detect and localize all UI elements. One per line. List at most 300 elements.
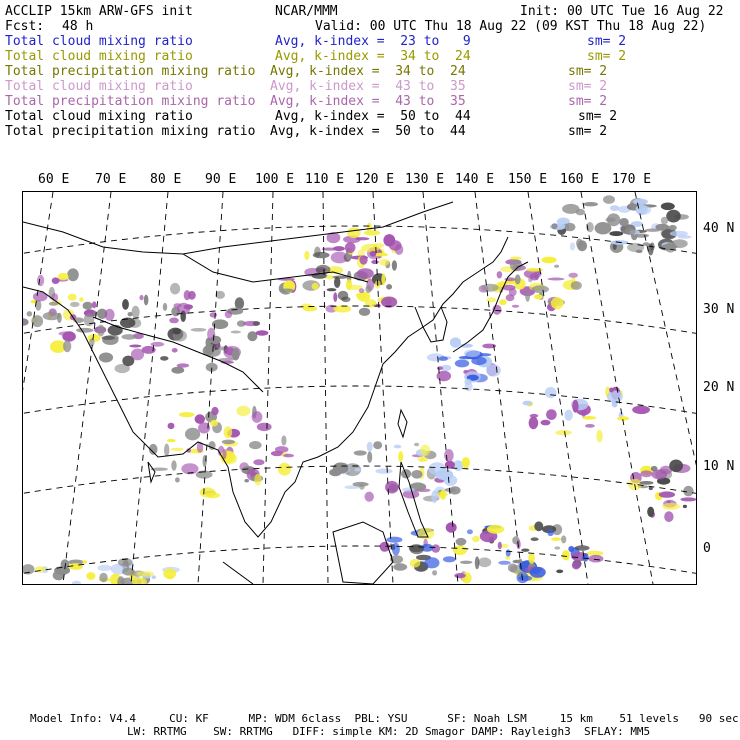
field-blob — [108, 325, 123, 336]
field-blob — [386, 284, 392, 290]
field-blob — [171, 460, 176, 470]
field-blob — [515, 274, 521, 284]
forecast-hour: 48 h — [62, 19, 94, 34]
field-blob — [27, 311, 33, 316]
field-blob — [210, 420, 218, 427]
field-blob — [645, 229, 661, 232]
longitude-label: 150 E — [508, 172, 548, 187]
field-blob — [338, 291, 349, 301]
field-blob — [97, 565, 112, 571]
field-blob — [191, 328, 207, 332]
field-blob — [576, 209, 585, 215]
field-blob — [499, 299, 507, 305]
field-blob — [170, 283, 180, 295]
field-blob — [570, 242, 575, 250]
field-blob — [418, 456, 426, 462]
field-blob — [444, 475, 458, 486]
field-blob — [253, 459, 264, 465]
field-blob — [129, 345, 141, 348]
field-blob — [636, 205, 648, 216]
field-blob — [418, 528, 435, 540]
field-blob — [386, 537, 402, 543]
field-blob — [86, 572, 95, 580]
coast-sri-lanka — [148, 462, 155, 482]
field-blob — [609, 388, 614, 393]
field-blob — [460, 561, 472, 564]
longitude-label: 100 E — [255, 172, 295, 187]
field-avg-range: Avg, k-index = 34 to 24 — [275, 49, 471, 64]
field-blob — [438, 356, 448, 361]
field-blob — [572, 400, 578, 413]
field-blob — [164, 444, 169, 457]
field-blob — [498, 561, 510, 565]
field-blob — [664, 511, 673, 522]
coast-taiwan — [398, 410, 407, 437]
field-smoothing: sm= 2 — [568, 124, 608, 139]
longitude-label: 110 E — [305, 172, 345, 187]
field-blob — [531, 537, 539, 541]
field-blob — [525, 291, 530, 302]
field-blob — [137, 571, 155, 577]
longitude-line — [63, 192, 111, 584]
field-blob — [662, 503, 680, 510]
field-blob — [244, 479, 249, 482]
field-blob — [232, 348, 240, 360]
field-blob — [151, 342, 165, 347]
field-blob — [370, 251, 377, 257]
field-blob — [640, 481, 654, 485]
field-blob — [467, 529, 473, 534]
field-blob — [353, 482, 369, 487]
field-blob — [564, 410, 572, 421]
field-blob — [486, 297, 496, 302]
field-blob — [171, 448, 184, 451]
field-blob — [437, 366, 443, 370]
field-blob — [278, 463, 291, 476]
field-blob — [647, 507, 654, 517]
field-name: Total precipitation mixing ratio — [5, 64, 256, 79]
field-blob — [486, 364, 501, 376]
field-blob — [171, 367, 184, 374]
field-blob — [508, 563, 518, 572]
longitude-label: 120 E — [355, 172, 395, 187]
field-blob — [610, 205, 619, 211]
field-blob — [169, 318, 179, 324]
field-blob — [392, 260, 397, 270]
field-blob — [596, 430, 602, 443]
field-blob — [333, 292, 337, 302]
field-blob — [394, 445, 402, 449]
field-blob — [131, 349, 144, 361]
field-blob — [334, 277, 340, 288]
field-blob — [464, 350, 480, 358]
field-blob — [545, 387, 557, 398]
field-blob — [365, 285, 371, 293]
map-panel — [22, 191, 697, 585]
field-blob — [57, 313, 62, 323]
field-blob — [257, 423, 272, 431]
field-blob — [648, 244, 654, 256]
field-blob — [70, 302, 80, 307]
field-avg-range: Avg, k-index = 43 to 35 — [270, 94, 466, 109]
field-blob — [97, 325, 104, 337]
field-blob — [414, 443, 419, 447]
field-avg-range: Avg, k-index = 43 to 35 — [270, 79, 466, 94]
field-blob — [640, 470, 652, 477]
field-blob — [548, 278, 565, 281]
field-blob — [37, 275, 44, 286]
field-blob — [429, 462, 446, 475]
field-blob — [63, 340, 71, 352]
field-blob — [572, 561, 581, 569]
field-blob — [99, 353, 113, 363]
field-blob — [102, 336, 115, 340]
field-blob — [551, 297, 564, 309]
field-blob — [360, 255, 368, 264]
field-avg-range: Avg, k-index = 50 to 44 — [275, 109, 471, 124]
field-blob — [411, 470, 422, 479]
field-blob — [32, 315, 44, 327]
field-blob — [283, 454, 294, 458]
field-blob — [76, 328, 93, 333]
field-blob — [301, 304, 312, 308]
field-blob — [530, 567, 546, 578]
field-smoothing: sm= 2 — [587, 49, 627, 64]
field-name: Total cloud mixing ratio — [5, 79, 193, 94]
field-blob — [402, 488, 415, 492]
field-blob — [634, 234, 649, 238]
field-blob — [367, 442, 373, 452]
field-blob — [58, 273, 69, 280]
field-blob — [105, 309, 115, 321]
field-smoothing: sm= 2 — [568, 94, 608, 109]
field-blob — [83, 302, 93, 310]
field-blob — [607, 213, 620, 226]
field-blob — [450, 337, 461, 347]
field-blob — [185, 428, 200, 441]
field-blob — [222, 440, 235, 445]
field-blob — [249, 441, 262, 449]
field-blob — [357, 268, 374, 279]
field-blob — [345, 242, 356, 253]
field-blob — [666, 210, 681, 223]
field-blob — [633, 199, 648, 205]
field-name: Total precipitation mixing ratio — [5, 94, 256, 109]
field-blob — [254, 474, 261, 486]
model-info-line1: Model Info: V4.4 CU: KF MP: WDM 6class PBL: YSU SF: Noah LSM 15 km 51 levels 90 sec — [30, 712, 739, 725]
field-blob — [347, 227, 361, 238]
field-blob — [446, 522, 457, 532]
field-blob — [440, 490, 446, 500]
field-blob — [444, 449, 454, 462]
field-blob — [211, 407, 218, 415]
field-blob — [454, 573, 465, 578]
field-blob — [464, 379, 472, 385]
field-blob — [555, 430, 572, 435]
forecast-label: Fcst: — [5, 19, 45, 34]
field-blob — [523, 401, 533, 406]
field-blob — [281, 435, 286, 445]
field-blob — [333, 463, 349, 474]
field-blob — [326, 275, 334, 280]
field-blob — [582, 416, 596, 420]
coast-borneo — [333, 522, 393, 584]
field-blob — [432, 570, 437, 575]
field-blob — [354, 450, 367, 455]
field-blob — [231, 331, 241, 334]
field-blob — [82, 560, 87, 563]
field-blob — [359, 288, 365, 293]
field-blob — [52, 277, 60, 284]
field-blob — [424, 557, 439, 568]
field-blob — [683, 486, 693, 497]
latitude-line — [23, 386, 696, 415]
field-blob — [627, 243, 644, 252]
field-blob — [554, 546, 560, 549]
field-blob — [364, 230, 380, 235]
field-blob — [195, 414, 205, 424]
field-blob — [383, 234, 395, 246]
field-blob — [253, 321, 260, 326]
field-blob — [163, 569, 176, 579]
field-blob — [561, 535, 566, 543]
field-blob — [275, 446, 289, 453]
field-smoothing: sm= 2 — [568, 64, 608, 79]
field-blob — [481, 284, 498, 292]
field-blob — [93, 311, 97, 317]
field-blob — [395, 244, 403, 255]
field-blob — [122, 299, 129, 310]
center-label: NCAR/MMM — [275, 4, 338, 19]
field-blob — [398, 451, 403, 462]
field-blob — [160, 356, 168, 361]
field-blob — [547, 529, 553, 536]
field-blob — [683, 505, 687, 508]
valid-time: Valid: 00 UTC Thu 18 Aug 22 (09 KST Thu 18 Aug 22) — [315, 19, 707, 34]
coast-sumatra — [223, 562, 253, 584]
field-smoothing: sm= 2 — [587, 34, 627, 49]
field-blob — [392, 543, 400, 556]
field-blob — [373, 441, 382, 449]
field-blob — [510, 257, 522, 260]
field-blob — [313, 252, 330, 258]
field-blob — [365, 492, 374, 502]
field-blob — [551, 223, 557, 229]
field-blob — [472, 536, 480, 542]
longitude-label: 160 E — [560, 172, 600, 187]
field-blob — [144, 295, 149, 306]
field-blob — [554, 265, 559, 268]
longitude-label: 70 E — [95, 172, 127, 187]
field-blob — [72, 581, 81, 584]
field-blob — [99, 573, 107, 583]
field-blob — [534, 294, 543, 299]
field-blob — [236, 406, 250, 416]
field-blob — [575, 545, 590, 550]
field-blob — [588, 555, 603, 563]
field-blob — [393, 563, 407, 570]
field-blob — [122, 334, 137, 340]
field-blob — [562, 550, 570, 560]
field-avg-range: Avg, k-index = 34 to 24 — [270, 64, 466, 79]
field-blob — [312, 283, 319, 290]
field-blob — [200, 487, 216, 497]
field-blob — [355, 237, 369, 240]
field-blob — [23, 319, 28, 326]
field-shading — [23, 195, 696, 584]
field-blob — [359, 308, 370, 316]
field-blob — [327, 288, 337, 291]
field-blob — [498, 542, 502, 549]
field-avg-range: Avg, k-index = 50 to 44 — [270, 124, 466, 139]
field-blob — [619, 218, 629, 226]
field-blob — [84, 313, 95, 326]
field-blob — [672, 239, 688, 248]
field-blob — [163, 303, 167, 311]
field-blob — [443, 556, 456, 562]
model-title: ACCLIP 15km ARW-GFS init — [5, 4, 193, 19]
field-blob — [379, 259, 389, 266]
field-blob — [167, 439, 176, 442]
field-blob — [455, 359, 469, 367]
latitude-label: 0 — [703, 541, 711, 556]
model-info-line2: LW: RRTMG SW: RRTMG DIFF: simple KM: 2D Smagor DAMP: Rayleigh3 SFLAY: MM5 — [127, 725, 651, 738]
field-blob — [445, 488, 457, 492]
field-blob — [68, 294, 77, 301]
field-blob — [462, 457, 470, 468]
field-blob — [252, 411, 263, 423]
field-blob — [529, 417, 539, 430]
longitude-label: 130 E — [405, 172, 445, 187]
field-avg-range: Avg, k-index = 23 to 9 — [275, 34, 471, 49]
field-blob — [132, 306, 140, 318]
field-smoothing: sm= 2 — [568, 79, 608, 94]
field-name: Total cloud mixing ratio — [5, 49, 193, 64]
field-blob — [534, 521, 543, 531]
field-blob — [678, 235, 691, 238]
field-blob — [506, 294, 515, 301]
field-blob — [532, 285, 549, 293]
field-blob — [59, 331, 74, 335]
field-blob — [669, 225, 677, 231]
field-blob — [478, 557, 491, 567]
field-blob — [331, 252, 348, 264]
field-blob — [179, 412, 194, 417]
latitude-label: 30 N — [703, 302, 735, 317]
field-blob — [381, 273, 385, 285]
field-blob — [506, 549, 511, 556]
field-blob — [565, 223, 576, 231]
field-blob — [568, 273, 578, 278]
field-blob — [224, 426, 233, 438]
field-blob — [67, 268, 79, 281]
field-smoothing: sm= 2 — [578, 109, 618, 124]
field-blob — [431, 490, 437, 503]
longitude-label: 140 E — [455, 172, 495, 187]
field-blob — [177, 363, 190, 367]
field-blob — [225, 311, 232, 319]
field-blob — [625, 228, 636, 236]
field-name: Total cloud mixing ratio — [5, 109, 193, 124]
field-blob — [420, 445, 430, 456]
field-blob — [79, 297, 83, 302]
init-time: Init: 00 UTC Tue 16 Aug 22 — [520, 4, 724, 19]
field-blob — [546, 409, 557, 420]
field-blob — [355, 468, 361, 472]
field-blob — [371, 260, 379, 264]
field-blob — [139, 295, 143, 300]
field-blob — [521, 549, 529, 552]
field-blob — [541, 420, 551, 426]
field-blob — [568, 546, 574, 552]
latitude-label: 40 N — [703, 221, 735, 236]
field-blob — [583, 202, 598, 206]
field-blob — [652, 470, 668, 480]
longitude-label: 90 E — [205, 172, 237, 187]
field-blob — [603, 195, 615, 204]
longitude-line — [635, 192, 696, 584]
latitude-label: 20 N — [703, 380, 735, 395]
field-blob — [487, 525, 504, 534]
field-blob — [172, 348, 178, 353]
latitude-label: 10 N — [703, 459, 735, 474]
coast-korea — [415, 307, 447, 342]
field-blob — [356, 293, 367, 299]
field-name: Total cloud mixing ratio — [5, 34, 193, 49]
field-blob — [184, 290, 191, 300]
field-blob — [304, 251, 309, 260]
field-blob — [661, 203, 675, 211]
field-blob — [173, 303, 181, 307]
field-blob — [475, 556, 480, 569]
field-blob — [385, 481, 399, 494]
field-blob — [497, 271, 503, 278]
longitude-label: 80 E — [150, 172, 182, 187]
field-name: Total precipitation mixing ratio — [5, 124, 256, 139]
field-blob — [173, 328, 181, 334]
field-blob — [661, 217, 668, 225]
field-blob — [669, 460, 683, 473]
field-blob — [168, 423, 175, 429]
field-blob — [576, 239, 583, 249]
field-blob — [551, 537, 561, 541]
map-canvas — [23, 192, 696, 584]
field-blob — [680, 497, 696, 501]
field-blob — [210, 312, 217, 317]
field-blob — [512, 305, 519, 308]
field-blob — [585, 424, 595, 428]
longitude-label: 170 E — [612, 172, 652, 187]
longitude-line — [323, 192, 328, 584]
field-blob — [280, 289, 293, 293]
field-blob — [609, 231, 623, 236]
field-blob — [175, 477, 180, 482]
field-blob — [375, 468, 392, 473]
field-blob — [528, 553, 535, 564]
field-blob — [541, 257, 556, 264]
field-blob — [556, 570, 563, 574]
field-blob — [410, 559, 421, 568]
field-blob — [256, 330, 269, 335]
field-blob — [471, 357, 486, 365]
field-blob — [152, 575, 157, 579]
field-blob — [632, 406, 650, 415]
field-blob — [571, 281, 582, 290]
field-blob — [373, 243, 385, 248]
field-blob — [367, 451, 372, 463]
longitude-label: 60 E — [38, 172, 70, 187]
field-blob — [180, 311, 186, 322]
